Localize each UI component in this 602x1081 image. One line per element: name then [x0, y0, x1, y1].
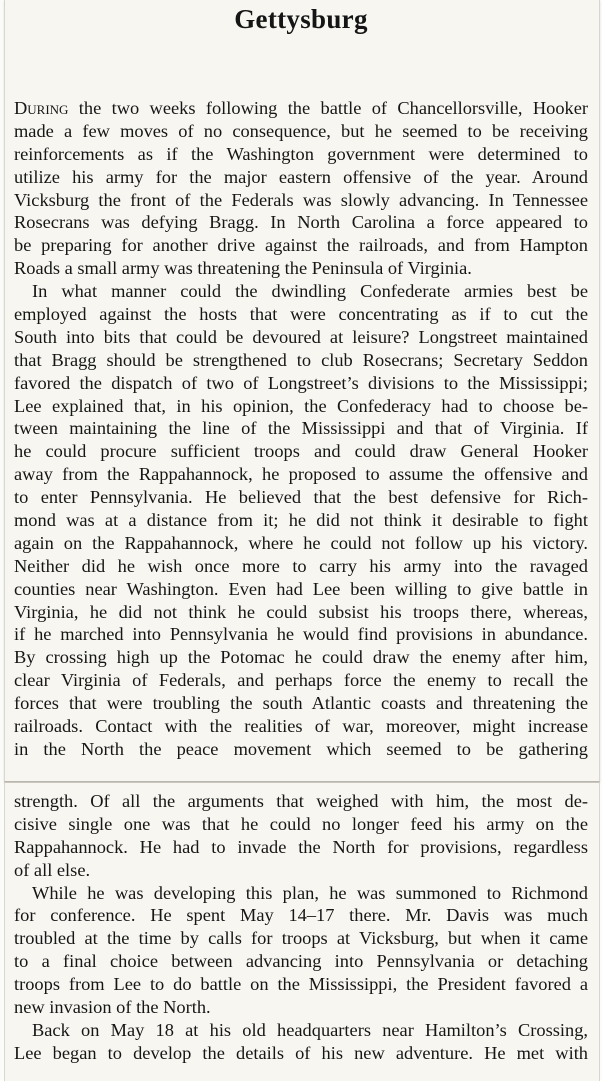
text-line: Roads a small army was threatening the Peninsula of Virginia.	[14, 258, 472, 279]
text-line: for conference. He spent May 14–17 there. Mr. Davis was much	[14, 905, 588, 926]
text-line: During the two weeks following the battle of Chancellorsville, Hooker	[14, 98, 588, 118]
chapter-title: Gettysburg	[234, 4, 368, 34]
text-line: to a final choice between advancing into Pennsylvania or detaching	[14, 951, 588, 972]
text-line: Virginia, he did not think he could subsist his troops there, whereas,	[14, 601, 588, 622]
text-line: troubled at the time by calls for troops at Vicksburg, but when it came	[14, 928, 588, 949]
text-line: away from the Rappahannock, he proposed to assume the offensive and	[14, 464, 588, 485]
text-line: strength. Of all the arguments that weighed with him, the most de-	[14, 791, 588, 811]
text-line: troops from Lee to do battle on the Mississippi, the President favored a	[14, 974, 588, 995]
text-line: While he was developing this plan, he was summoned to Richmond	[32, 882, 588, 903]
text-line: be preparing for another drive against the railroads, and from Hampton	[14, 235, 588, 256]
text-line: Neither did he wish once more to carry his army into the ravaged	[14, 555, 588, 576]
text-line: Rosecrans was defying Bragg. In North Carolina a force appeared to	[14, 212, 588, 233]
text-line: he could procure sufficient troops and could draw General Hooker	[14, 441, 588, 462]
text-line: of all else.	[14, 859, 91, 880]
text-line: utilize his army for the major eastern offensive of the year. Around	[14, 166, 588, 187]
opening-word: During	[14, 98, 69, 118]
text-line: employed against the hosts that were concentrating as if to cut the	[14, 304, 588, 325]
upper-text-block	[14, 97, 588, 761]
text-line: Rappahannock. He had to invade the North for provisions, regardless	[14, 836, 588, 857]
text-line: reinforcements as if the Washington government were determined to	[14, 143, 588, 164]
text-line: By crossing high up the Potomac he could draw the enemy after him,	[14, 647, 588, 668]
text-line: new invasion of the North.	[14, 997, 211, 1018]
text-line: favored the dispatch of two of Longstreet’s divisions to the Mississippi;	[14, 372, 588, 393]
text-line: to enter Pennsylvania. He believed that the best defensive for Rich-	[14, 487, 588, 508]
text-line: Lee explained that, in his opinion, the Confederacy had to choose be-	[14, 395, 588, 416]
text-line: mond was at a distance from it; he did not think it desirable to fight	[14, 510, 588, 531]
text-line: Lee began to develop the details of his new adventure. He met with	[14, 1042, 588, 1063]
text-line: in the North the peace movement which seemed to be gathering	[14, 738, 588, 759]
text-line: made a few moves of no consequence, but he seemed to be receiving	[14, 120, 588, 141]
text-line: Vicksburg the front of the Federals was slowly advancing. In Tennessee	[14, 189, 588, 210]
text-line: In what manner could the dwindling Confederate armies best be	[32, 281, 588, 302]
text-line: that Bragg should be strengthened to club Rosecrans; Secretary Seddon	[14, 349, 588, 370]
text-line: again on the Rappahannock, where he could not follow up his victory.	[14, 532, 588, 553]
text-line: tween maintaining the line of the Mississippi and that of Virginia. If	[14, 418, 588, 439]
lower-text-block	[14, 790, 588, 1065]
text-line: counties near Washington. Even had Lee been willing to give battle in	[14, 578, 588, 599]
text-line: railroads. Contact with the realities of war, moreover, might increase	[14, 716, 588, 737]
text-line: if he marched into Pennsylvania he would find provisions in abundance.	[14, 624, 588, 645]
text-line: forces that were troubling the south Atlantic coasts and threatening the	[14, 693, 588, 714]
text-line: Back on May 18 at his old headquarters near Hamilton’s Crossing,	[32, 1019, 588, 1040]
text-line: clear Virginia of Federals, and perhaps force the enemy to recall the	[14, 670, 588, 691]
text-line: South into bits that could be devoured at leisure? Longstreet maintained	[14, 326, 588, 347]
text-line: cisive single one was that he could no longer feed his army on the	[14, 813, 588, 834]
